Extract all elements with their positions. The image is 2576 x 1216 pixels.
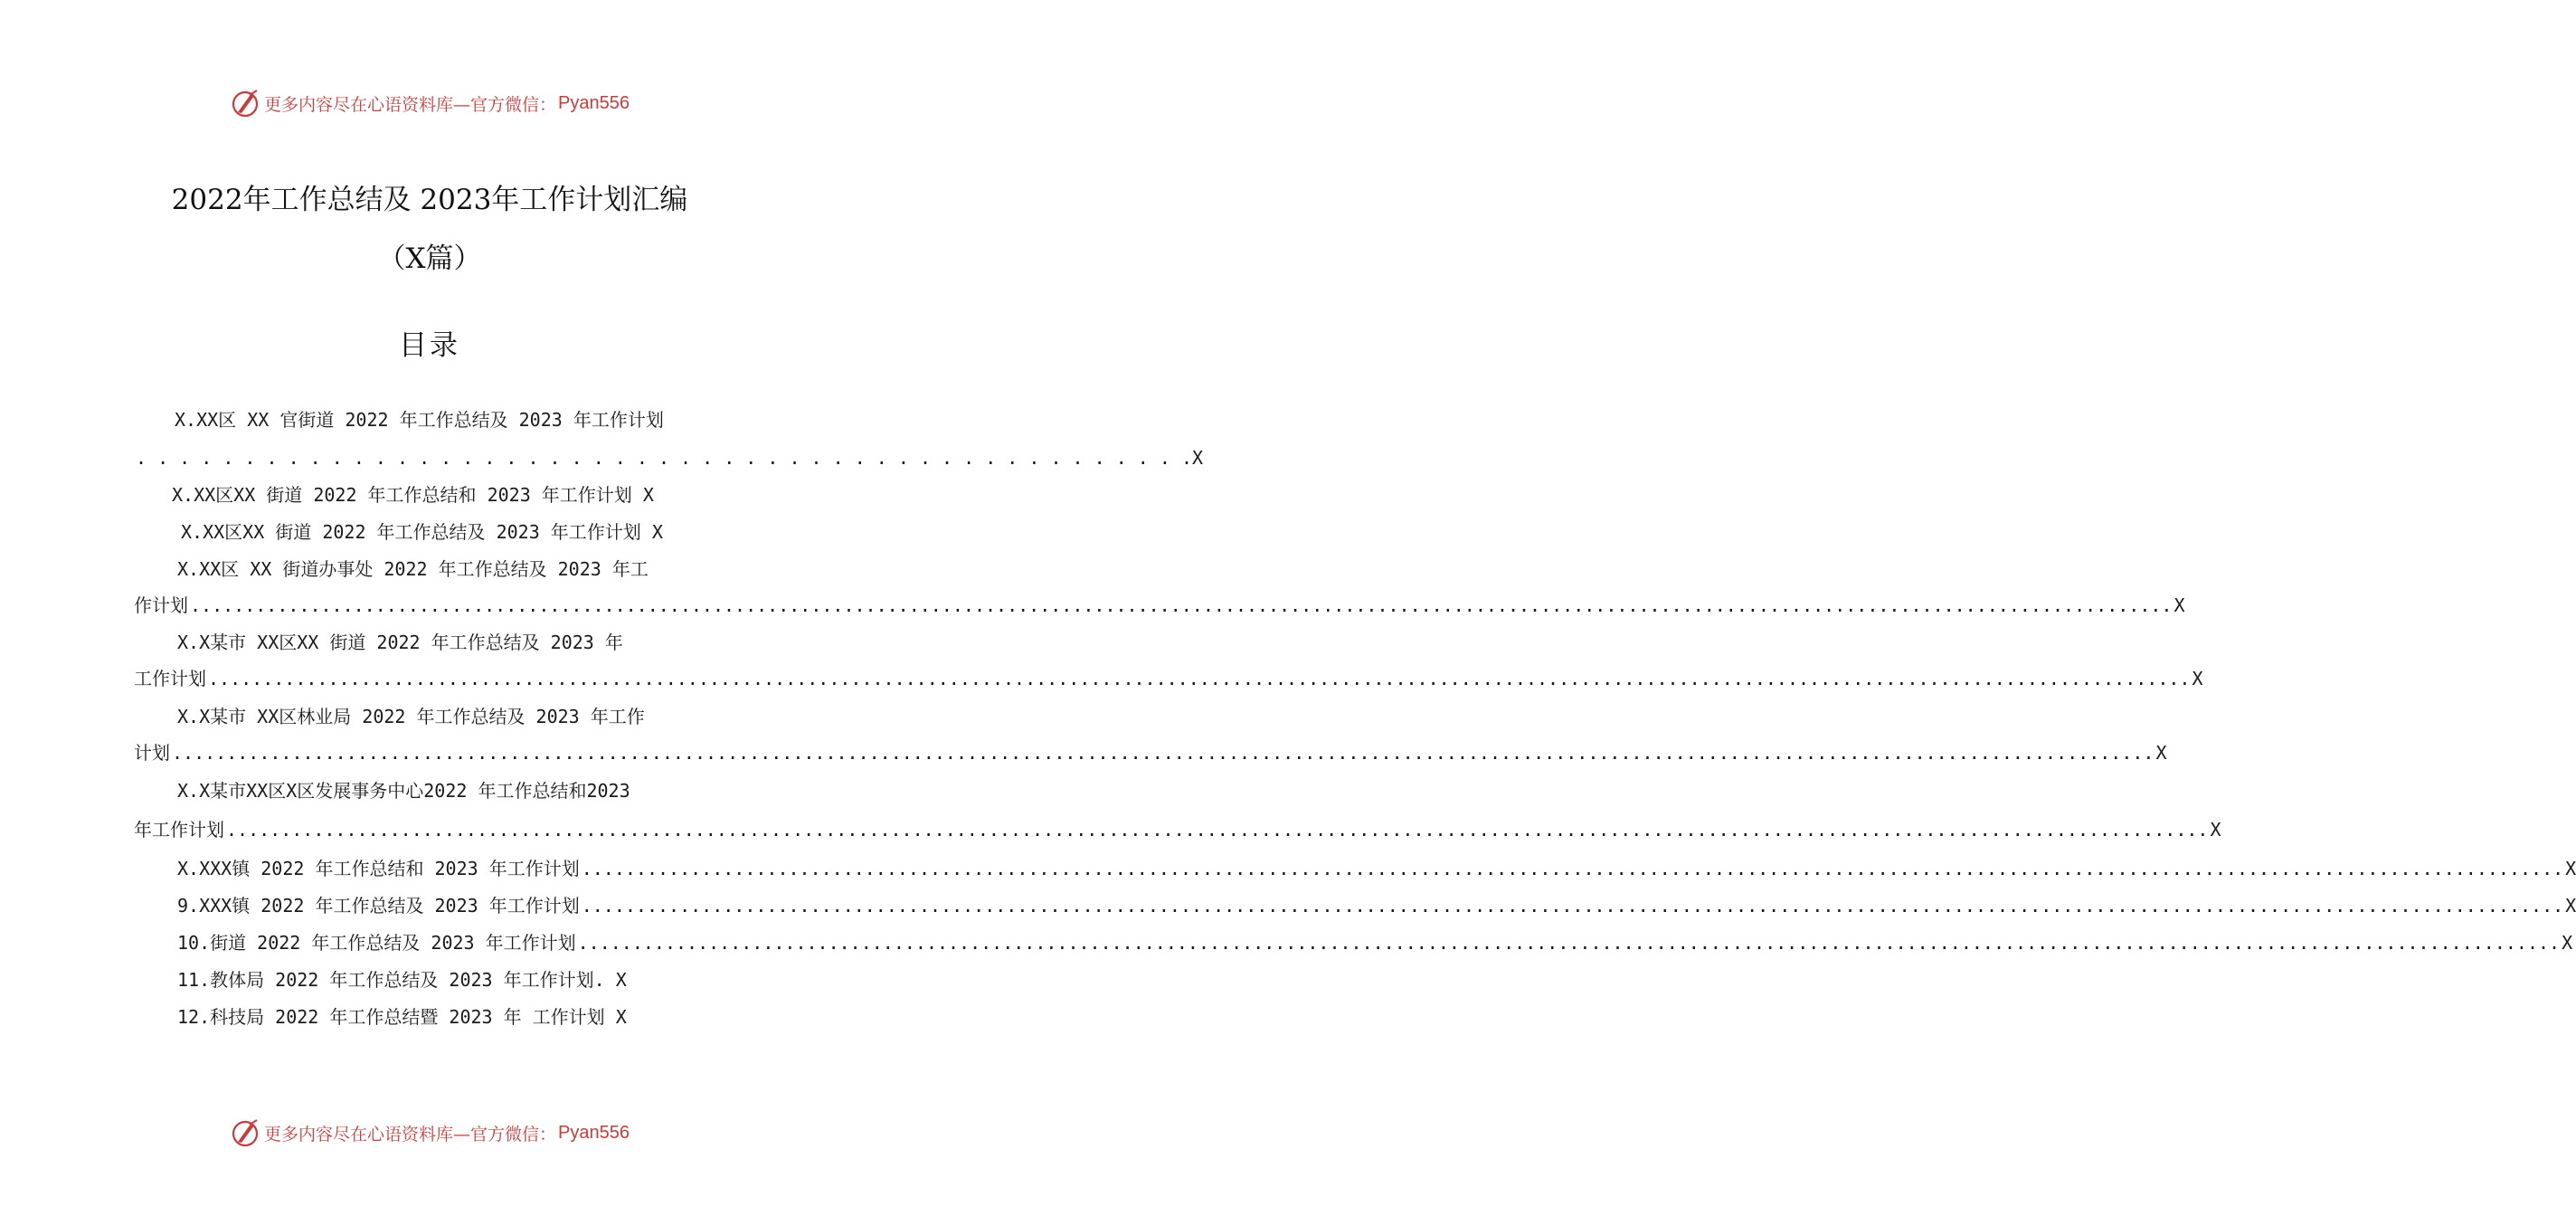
toc-entry-1[interactable] [175,404,731,435]
toc-entry-page: X [2174,594,2185,616]
toc-entry-3[interactable] [181,517,733,547]
watermark-wechat-id: Pyan556 [558,92,630,113]
toc-entry-text: 9.XXX镇 2022 年工作总结及 2023 年工作计划 [177,895,580,917]
toc-dot-leader [582,890,2563,921]
toc-entry-page: X [2562,932,2573,954]
toc-entry-text-cont: 工作计划 [134,668,206,689]
toc-entry-page: X [2155,742,2167,764]
toc-entry-text: X.X某市 XX区林业局 2022 年工作总结及 2023 年工作 [177,706,645,727]
toc-dot-leader [226,814,2208,845]
watermark-text: 更多内容尽在心语资料库—官方微信： [264,94,557,115]
toc-heading: 目录 [399,329,460,362]
toc-dot-leader [582,853,2563,884]
toc-entry-text: X.XX区XX 街道 2022 年工作总结和 2023 年工作计划 X [172,484,654,506]
toc-entry-dots: . . . . . . . . . . . . . . . . . . . . . . . . . . . . . . . . . . . . . . . . . . . . . . . . . [136,447,1192,469]
toc-entry-text-cont: 计划 [134,742,170,764]
toc-entry-text: X.XX区 XX 街道办事处 2022 年工作总结及 2023 年工 [177,558,649,580]
toc-entry-text: 11.教体局 2022 年工作总结及 2023 年工作计划. X [177,969,627,991]
watermark-text: 更多内容尽在心语资料库—官方微信： [264,1124,557,1145]
toc-entry-text: X.XXX镇 2022 年工作总结和 2023 年工作计划 [177,858,580,879]
toc-entry-page: X [2210,819,2221,841]
toc-entry-text: X.X某市 XX区XX 街道 2022 年工作总结及 2023 年 [177,632,623,653]
toc-entry-page: X [2565,895,2576,917]
toc-entry-11[interactable] [177,964,720,995]
toc-entry-text-cont: 作计划 [134,594,188,616]
toc-dot-leader [208,663,2190,694]
toc-entry-7[interactable] [177,775,747,806]
toc-entry-6[interactable] [177,701,729,732]
document-subtitle: （X篇） [377,242,482,275]
toc-entry-page: X [2192,668,2203,689]
quill-seal-logo-icon [230,88,260,119]
toc-entry-text: 12.科技局 2022 年工作总结暨 2023 年 工作计划 X [177,1006,627,1028]
toc-dot-leader [578,927,2560,958]
toc-entry-2[interactable] [172,480,733,510]
footer-watermark [0,1115,859,1151]
quill-seal-logo-icon [230,1117,260,1148]
toc-entry-text: X.XX区 XX 官街道 2022 年工作总结及 2023 年工作计划 [175,409,664,431]
toc-entry-text: 10.街道 2022 年工作总结及 2023 年工作计划 [177,932,576,954]
toc-entry-text: X.X某市XX区X区发展事务中心2022 年工作总结和2023 [177,780,630,802]
toc-entry-4[interactable] [177,554,729,584]
watermark-wechat-id: Pyan556 [558,1122,630,1143]
toc-dot-leader [172,737,2154,768]
toc-dot-leader [190,590,2172,621]
toc-entry-6-leader[interactable] [134,737,2167,768]
toc-entry-8[interactable] [177,853,2576,884]
toc-entry-5-leader[interactable] [134,663,2203,694]
toc-entry-text-cont: 年工作计划 [134,819,224,841]
header-watermark [0,85,859,121]
toc-entry-4-leader[interactable] [134,590,2185,621]
toc-entry-1-leader[interactable] [136,442,1204,473]
toc-entry-7-leader[interactable] [134,814,2221,845]
document-title: 2022年工作总结及 2023年工作计划汇编 [171,184,688,216]
toc-entry-page: X [2565,858,2576,879]
toc-entry-10[interactable] [177,927,2573,958]
toc-entry-page: X [1191,447,1204,469]
toc-entry-9[interactable] [177,890,2576,921]
toc-entry-5[interactable] [177,627,720,658]
toc-entry-text: X.XX区XX 街道 2022 年工作总结及 2023 年工作计划 X [181,521,663,543]
toc-entry-12[interactable] [177,1002,720,1032]
